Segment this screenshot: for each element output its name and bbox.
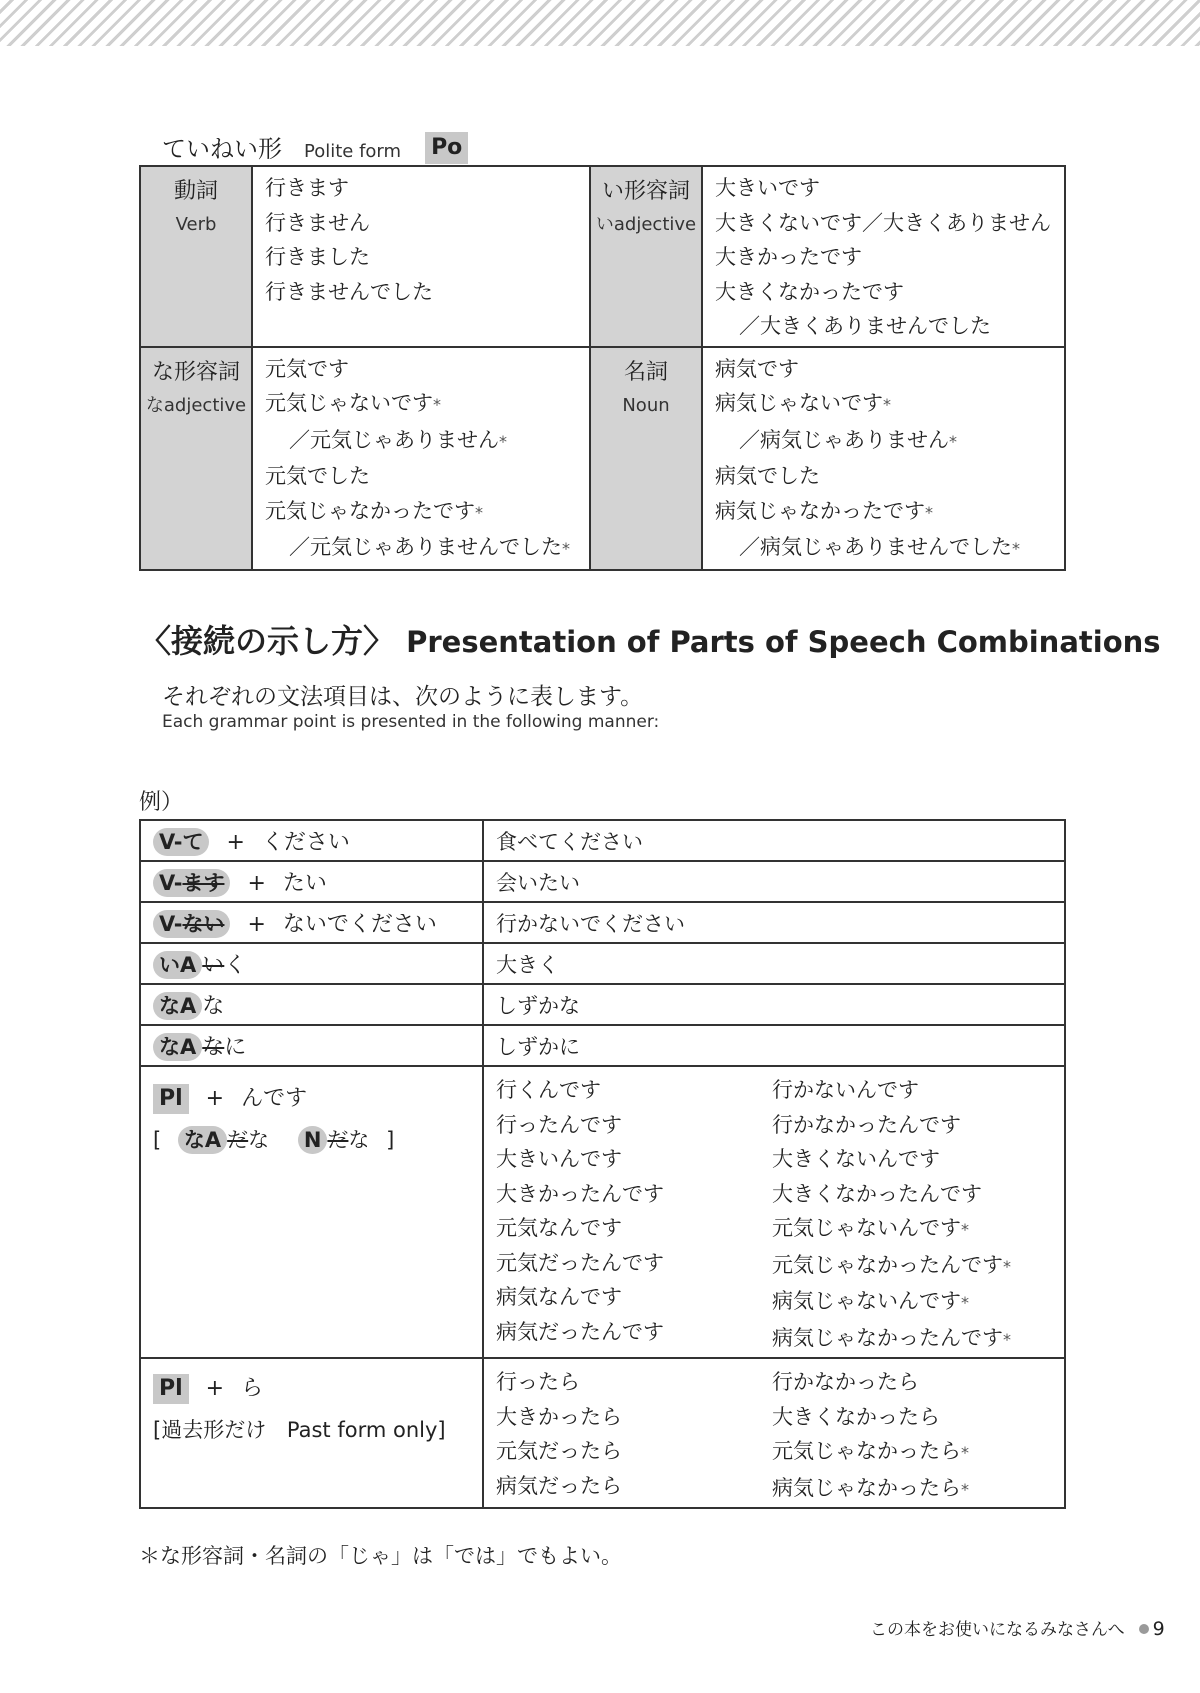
struck-text: い (202, 953, 225, 978)
affirmative-column: 行ったら 大きかったら 元気だったら 病気だったら (496, 1370, 622, 1498)
struck-text: ない (182, 912, 225, 936)
plus-sign: + (205, 1376, 225, 1401)
combination-table (139, 819, 1066, 1509)
po-badge: Po (425, 132, 468, 164)
asterisk-mark: * (562, 539, 570, 558)
polite-form-heading (162, 124, 468, 164)
combination-title-jp: 〈接続の示し方〉 (139, 622, 396, 660)
table-row (140, 943, 1065, 984)
tag-pill: V-ます (153, 869, 230, 897)
tag-pill: V-て (153, 828, 209, 856)
footnote: ＊な形容詞・名詞の「じゃ」は「では」でもよい。 (139, 1544, 622, 1568)
table-row (140, 902, 1065, 943)
struck-text: だ (227, 1128, 249, 1152)
pattern-cell: いA いく (140, 943, 483, 984)
example-cell: 大きく (483, 943, 1065, 984)
plus-sign: + (205, 1086, 225, 1111)
pos-cell-verb: 動詞 Verb (140, 166, 252, 347)
tag-pill: いA (153, 951, 202, 979)
table-row (140, 1025, 1065, 1066)
affirmative-column: 行くんです 行ったんです 大きいんです 大きかったんです 元気なんです 元気だったんです 病気なんです 病気だったんです (496, 1078, 664, 1344)
example-cell: しずかに (483, 1025, 1065, 1066)
struck-text: な (202, 1035, 225, 1060)
asterisk-mark: * (961, 1293, 969, 1312)
asterisk-mark: * (961, 1220, 969, 1239)
tag-pill: なA (153, 1033, 202, 1061)
table-row-plain-ra (140, 1358, 1065, 1508)
page-number: 9 (1152, 1618, 1165, 1640)
struck-text: だ (327, 1128, 349, 1152)
combination-section-title (139, 616, 1161, 662)
asterisk-mark: * (1003, 1329, 1011, 1349)
table-row (140, 820, 1065, 861)
table-row-plain-ndesu (140, 1066, 1065, 1358)
polite-row-naadj-noun (140, 347, 1065, 570)
polite-row-verb-iadj (140, 166, 1065, 347)
negative-column: 行かなかったら 大きくなかったら 元気じゃなかったら* 病気じゃなかったら* (772, 1370, 969, 1500)
asterisk-mark: * (499, 431, 507, 451)
example-cell: 行かないでください (483, 902, 1065, 943)
pl-badge: Pl (153, 1084, 189, 1114)
pattern-cell: V-ない + ないでください (140, 902, 483, 943)
forms-cell-naadjective: 元気です 元気じゃないです* ／元気じゃありません* 元気でした 元気じゃなかったです* ／元気じゃありませんでした* (252, 347, 590, 570)
plus-sign: + (226, 830, 245, 855)
forms-cell-verb: 行きます 行きません 行きました 行きませんでした (252, 166, 590, 347)
pattern-cell: V-て + ください (140, 820, 483, 861)
polite-form-table (139, 165, 1066, 571)
asterisk-mark: * (433, 395, 441, 414)
asterisk-mark: * (925, 502, 933, 522)
asterisk-mark: * (949, 431, 957, 451)
tag-pill: なA (178, 1126, 227, 1154)
asterisk-mark: * (961, 1479, 969, 1499)
example-label: 例） (139, 790, 184, 815)
pattern-cell: なA な (140, 984, 483, 1025)
combination-intro-en: Each grammar point is presented in the following manner: (162, 712, 660, 732)
asterisk-mark: * (475, 502, 483, 522)
example-cell: 会いたい (483, 861, 1065, 902)
exception-note: [ なA だな N だな ] (153, 1128, 395, 1152)
negative-column: 行かないんです 行かなかったんです 大きくないんです 大きくなかったんです 元気じゃないんです* 元気じゃなかったんです* 病気じゃないんです* 病気じゃなかったんです* (772, 1078, 1011, 1350)
asterisk-mark: * (883, 395, 891, 414)
example-cell: しずかな (483, 984, 1065, 1025)
pattern-cell: Pl + んです [ なA だな N だな ] (140, 1066, 483, 1358)
pattern-cell: V-ます + たい (140, 861, 483, 902)
forms-cell-iadjective: 大きいです 大きくないです／大きくありません 大きかったです 大きくなかったです ／大きくありませんでした (702, 166, 1065, 347)
pos-cell-naadjective: な形容詞 なadjective (140, 347, 252, 570)
asterisk-mark: * (1012, 539, 1020, 558)
asterisk-mark: * (961, 1443, 969, 1462)
pos-cell-iadjective: い形容詞 いadjective (590, 166, 702, 347)
polite-form-title-jp: ていねい形 (162, 135, 282, 163)
example-cell: 食べてください (483, 820, 1065, 861)
bullet-dot-icon (1139, 1624, 1149, 1634)
footer-text: この本をお使いになるみなさんへ (870, 1620, 1125, 1640)
pos-cell-noun: 名詞 Noun (590, 347, 702, 570)
plus-sign: + (247, 912, 266, 937)
pattern-cell: なA なに (140, 1025, 483, 1066)
combination-intro-jp: それぞれの文法項目は、次のように表します。 (162, 684, 644, 710)
tag-pill: なA (153, 992, 202, 1020)
table-row (140, 861, 1065, 902)
tag-pill: V-ない (153, 910, 230, 938)
example-cell (483, 1066, 1065, 1358)
example-cell (483, 1358, 1065, 1508)
pattern-cell: Pl + ら [過去形だけ Past form only] (140, 1358, 483, 1508)
polite-form-title-en: Polite form (304, 141, 402, 162)
tag-pill: N (298, 1126, 328, 1154)
decorative-stripe-band (0, 0, 1200, 46)
table-row (140, 984, 1065, 1025)
plus-sign: + (247, 871, 266, 896)
pl-badge: Pl (153, 1374, 189, 1404)
struck-text: ます (182, 871, 225, 895)
past-form-only-note: [過去形だけ Past form only] (153, 1418, 446, 1442)
forms-cell-noun: 病気です 病気じゃないです* ／病気じゃありません* 病気でした 病気じゃなかったです* ／病気じゃありませんでした* (702, 347, 1065, 570)
asterisk-mark: * (1003, 1256, 1011, 1276)
page-footer (870, 1615, 1165, 1640)
combination-title-en: Presentation of Parts of Speech Combinations (406, 625, 1161, 659)
